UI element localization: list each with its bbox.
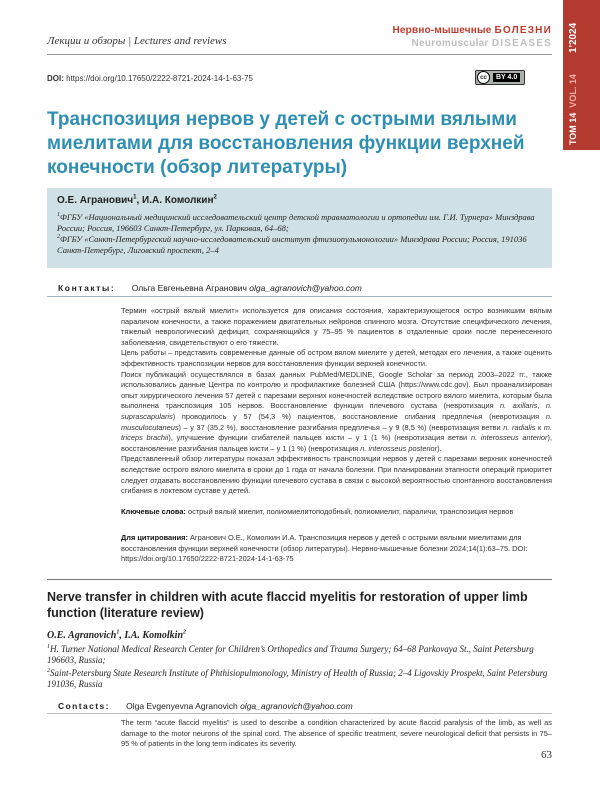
section-divider (47, 579, 552, 580)
creative-commons-icon: cc (477, 71, 490, 84)
contacts-divider (47, 713, 552, 714)
abstract-paragraph: Термин «острый вялый миелит» используется для описания состояния, характеризующегося остро возникшим вялым параличом конечности, а также поражением двигательных нейронов спинного мозга. Отсутствие специфического лечения, тяжелый неврологический дефицит, сохраняющийся у 75–95 % пациентов в отдаленные сроки после перенесенного заболевания, свидетельствуют о его тяжести. (121, 306, 552, 347)
author-affiliation-box (47, 188, 552, 268)
authors-en: O.E. Agranovich$^1$, I.A. Komolkin$^2$ (47, 629, 187, 641)
cc-license-badge[interactable] (475, 70, 525, 85)
article-title-ru: Транспозиция нервов у детей с острыми вялыми миелитами для восстановления функции верхней конечности (обзор литературы) (47, 109, 525, 178)
contact-name: Olga Evgenyevna Agranovich (126, 701, 238, 711)
abstract-paragraph: Поиск публикаций осуществлялся в базах данных PubMed/MEDLINE, Google Scholar за период 2003–2022 гг., также использовались данные Центра по контролю и профилактике болезней США (https://www.cdc.gov). Был проанализирован опыт хирургического лечения 57 детей с парезами верхних конечностей вследствие острого вялого миелита, которым была выполнена транспозиция 105 нервов. Восстановление функции плечевого сустава (невротизация n. axillaris, n. suprascapularis) проводилось у 57 (54,3 %) пациентов, восстановление сгибания предплечья (невротизация n. musculocutaneus) – у 37 (35,2 %), восстановление разгибания предплечья – у 9 (8,5 %) (невротизация ветви n. radialis к m. triceps brachii), улучшение функции сгибателей пальцев кисти – у 1 (1 %) (невротизация ветви n. interosseus anterior), восстановление разгибания пальцев кисти – у 1 (1 %) (невротизация n. interosseus posterior). (121, 369, 553, 453)
header-divider (47, 54, 552, 55)
affiliations-en: $^1$H. Turner National Medical Research Center for Children’s Orthopedics and Trauma Surgery; 64–68 Parkovaya St., Saint Petersburg 196603, Russia; $^2$Saint-Petersburg State Research Institute of Phthisiopulmonology, Ministry of Health of Russia; 2–4 Ligovskiy Prospekt, Saint Petersburg 191036, Russia (47, 644, 548, 689)
affiliations-ru: $^1$ФГБУ «Национальный медицинский исследовательский центр детской травматологии и ортопедии им. Г.И. Турнера» Минздрава России; Россия, 196603 Санкт-Петербург, ул. Парковая, 64–68; $^2$ФГБУ «Санкт-Петербургский научно-исследовательский институт фтизиопульмонологии» Минздрава России; Россия, 191036 Санкт-Петербург, Лиговский проспект, 2–4 (57, 212, 535, 255)
contacts-en (58, 701, 353, 711)
license-label: BY 4.0 (493, 73, 520, 82)
abstract-en (121, 718, 552, 750)
page-number: 63 (541, 749, 552, 761)
authors-ru: О.Е. Агранович$^1$, И.А. Комолкин$^2$ (57, 194, 217, 206)
running-header-section: Лекции и обзоры | Lectures and reviews (47, 35, 227, 47)
keywords-ru: Ключевые слова: острый вялый миелит, полиомиелитоподобный, полиомиелит, параличи, транспозиция нервов (121, 507, 514, 516)
citation-ru: Для цитирования: Агранович О.Е., Комолкин И.А. Транспозиция нервов у детей с острыми вялыми миелитами для восстановления функции верхней конечности (обзор литературы). Нервно-мышечные болезни 2024;14(1):63–75. DOI: https://doi.org/10.17650/2222-8721-2024-14-1-63-75 (121, 533, 528, 564)
contact-email-link[interactable]: olga_agranovich@yahoo.com (240, 701, 353, 711)
journal-title-en: Neuromuscular DISEASES (411, 38, 552, 49)
doi-line[interactable]: DOI: https://doi.org/10.17650/2222-8721-2024-14-1-63-75 (47, 74, 253, 83)
contact-name: Ольга Евгеньевна Агранович (131, 283, 247, 293)
article-title-en: Nerve transfer in children with acute flaccid myelitis for restoration of upper limb function (literature review) (47, 590, 528, 620)
contacts-label: Contacts: (58, 701, 110, 711)
contact-email-link[interactable]: olga_agranovich@yahoo.com (249, 283, 362, 293)
issue-year: 1'2024 (568, 22, 579, 54)
contacts-ru (58, 283, 362, 293)
volume-label: ТОМ 14 VOL. 14 (568, 74, 578, 146)
journal-title-ru: Нервно-мышечные БОЛЕЗНИ (392, 25, 552, 36)
contacts-label: Контакты: (58, 283, 116, 293)
abstract-paragraph: Цель работы – представить современные данные об остром вялом миелите у детей, методах его лечения, а также оценить эффективность транспозиции нервов для восстановления функции верхней конечности. (121, 348, 552, 368)
abstract-paragraph: Представленный обзор литературы показал эффективность транспозиции нервов у детей с парезами верхних конечностей вследствие острого вялого миелита в сроки до 1 года от начала болезни. При планировании этапности операций приоритет следует отдавать восстановлению функции плечевого сустава в связи с высокой вероятностью спонтанного восстановления сгибания в локтевом суставе у детей. (121, 454, 552, 496)
abstract-paragraph: The term “acute flaccid myelitis” is used to describe a condition characterized by acute flaccid paralysis of the limb, as well as damage to the motor neurons of the spinal cord. The absence of specific treatment, severe neurological deficit that persists in 75–95 % of patients in the long term indicates its severity. (121, 718, 552, 749)
contacts-divider (47, 296, 552, 297)
abstract-ru (121, 306, 552, 497)
